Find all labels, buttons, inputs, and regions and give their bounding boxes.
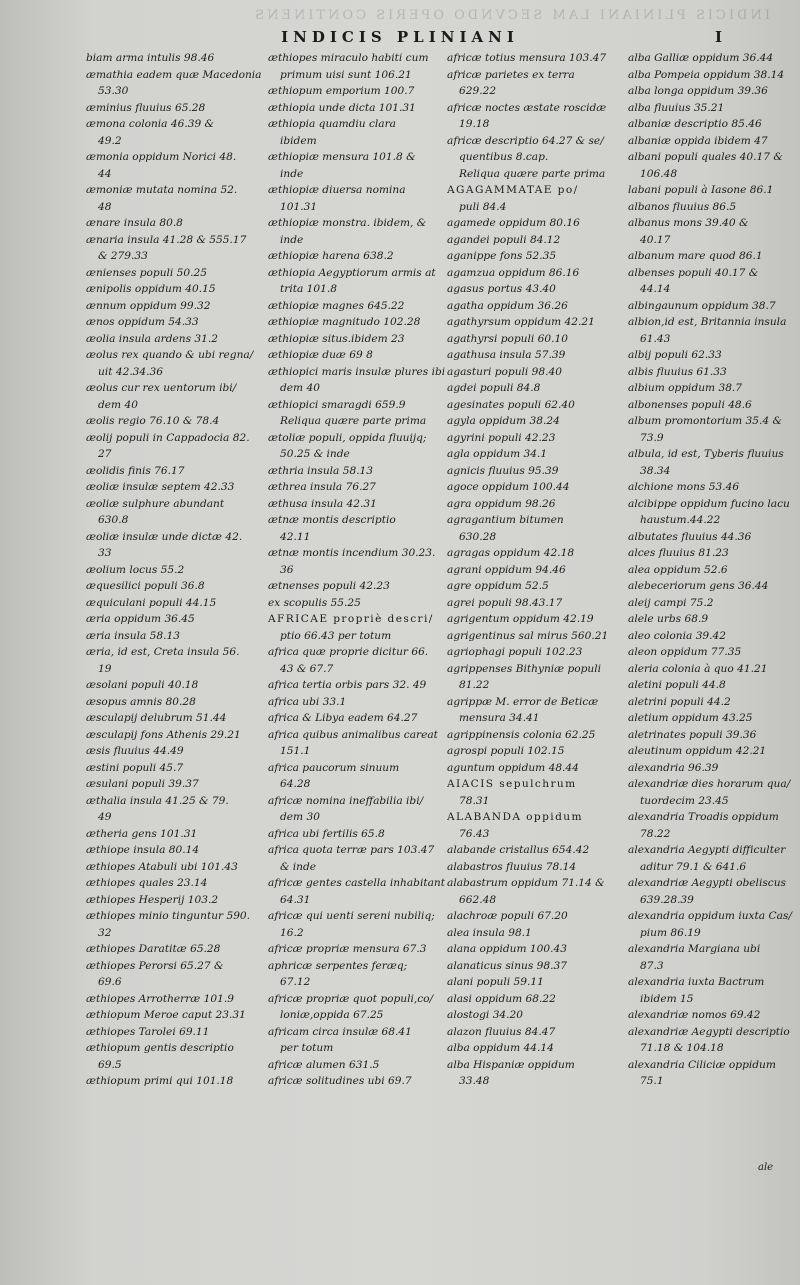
- index-entry: africa ubi 33.1: [268, 695, 347, 708]
- index-entry: aleij campi 75.2: [628, 596, 714, 609]
- index-entry: æolus rex quando & ubi regna/: [86, 349, 254, 361]
- index-entry: alexandria Aegypti difficulter: [628, 844, 786, 856]
- index-entry: ænienses populi 50.25: [86, 266, 208, 279]
- index-entry: agamzua oppidum 86.16: [447, 266, 580, 279]
- index-entry: alabande cristallus 654.42: [447, 844, 590, 856]
- index-entry: æthiopum gentis descriptio: [86, 1042, 234, 1054]
- index-entry-continuation: 49.2: [98, 134, 122, 147]
- index-entry: æsculapij fons Athenis 29.21: [86, 728, 241, 741]
- index-entry: agathyrsi populi 60.10: [447, 332, 568, 345]
- index-entry: africa ubi fertilis 65.8: [268, 827, 385, 840]
- index-entry: æthalia insula 41.25 & 79.: [86, 794, 229, 807]
- index-entry: æolium locus 55.2: [86, 563, 185, 576]
- index-entry-continuation: per totum: [280, 1042, 334, 1054]
- index-entry-continuation: trita 101.8: [280, 283, 337, 295]
- index-entry-continuation: 64.31: [280, 893, 311, 906]
- index-entry: agandei populi 84.12: [447, 233, 561, 246]
- index-entry: alostogi 34.20: [447, 1009, 524, 1021]
- index-entry: alba Pompeia oppidum 38.14: [628, 68, 785, 81]
- index-entry: æolia insula ardens 31.2: [86, 332, 218, 345]
- index-entry: albanos fluuius 86.5: [628, 200, 737, 213]
- index-entry: africæ propriæ quot populi,co/: [268, 992, 434, 1005]
- index-entry: biam arma intulis 98.46: [86, 52, 215, 64]
- index-entry: africæ descriptio 64.27 & se/: [447, 134, 604, 147]
- index-entry: agasus portus 43.40: [447, 283, 556, 295]
- index-entry: alani populi 59.11: [447, 976, 544, 988]
- index-entry: ænos oppidum 54.33: [86, 316, 199, 328]
- index-entry-continuation: loniæ,oppida 67.25: [280, 1009, 384, 1021]
- index-entry: æthiopiæ diuersa nomina: [268, 184, 406, 196]
- index-entry: ætheria gens 101.31: [86, 827, 198, 840]
- index-entry-continuation: 38.34: [640, 464, 671, 477]
- index-entry-continuation: 69.6: [98, 976, 122, 988]
- index-entry: æthiopiæ magnes 645.22: [268, 299, 405, 312]
- index-entry: africæ noctes æstate roscidæ: [447, 101, 607, 114]
- index-entry: aleutinum oppidum 42.21: [628, 745, 767, 757]
- index-entry: africæ qui uenti sereni nubiliq;: [268, 910, 435, 922]
- index-entry: alba Hispaniæ oppidum: [447, 1058, 575, 1071]
- index-entry: agnicis fluuius 95.39: [447, 464, 559, 477]
- index-entry-continuation: quentibus 8.cap.: [459, 151, 549, 163]
- index-entry: ænipolis oppidum 40.15: [86, 283, 216, 295]
- index-entry: ex scopulis 55.25: [268, 596, 361, 609]
- index-entry-continuation: 61.43: [640, 332, 671, 345]
- index-entry: africa quota terræ pars 103.47: [268, 844, 435, 856]
- index-entry-continuation: mensura 34.41: [459, 712, 540, 724]
- index-entry: agrippenses Bithyniæ populi: [447, 662, 602, 675]
- bleed-through-text: INDICIS PLINIANI LAM SECVNDO OPERIS CONTINENS: [252, 8, 770, 23]
- index-entry: alasi oppidum 68.22: [447, 992, 556, 1005]
- index-entry: æmathia eadem quæ Macedonia: [86, 68, 262, 81]
- index-entry: alcibippe oppidum fucino lacu: [628, 497, 790, 510]
- index-entry: alea oppidum 52.6: [628, 563, 728, 576]
- index-entry: africæ parietes ex terra: [447, 68, 575, 81]
- index-entry: æthiopiæ duæ 69 8: [268, 349, 373, 361]
- index-entry: africæ nomina ineffabilia ibi/: [268, 794, 424, 807]
- index-entry: agrippinensis colonia 62.25: [447, 728, 596, 741]
- index-entry: agra oppidum 98.26: [447, 497, 556, 510]
- index-entry: aphricæ serpentes feræq;: [268, 959, 408, 972]
- index-entry: africa quæ proprie dicitur 66.: [268, 646, 429, 658]
- index-entry: albanus mons 39.40 &: [628, 217, 749, 229]
- index-entry: africa tertia orbis pars 32. 49: [268, 679, 427, 691]
- index-entry: æthiopes Hesperij 103.2: [86, 893, 219, 906]
- index-entry: æsopus amnis 80.28: [86, 695, 196, 708]
- index-entry: albula, id est, Tyberis fluuius: [628, 448, 784, 460]
- index-entry: aganippe fons 52.35: [447, 250, 557, 262]
- index-entry: alces fluuius 81.23: [628, 547, 729, 559]
- index-entry: alea insula 98.1: [447, 926, 532, 939]
- index-entry: agdei populi 84.8: [447, 382, 541, 394]
- index-entry: albonenses populi 48.6: [628, 398, 752, 411]
- index-entry: alachroæ populi 67.20: [447, 910, 568, 922]
- index-entry: agragantium bitumen: [447, 514, 564, 526]
- index-entry: alba Galliæ oppidum 36.44: [628, 52, 774, 64]
- index-entry: alazon fluuius 84.47: [447, 1025, 556, 1038]
- index-entry: africæ alumen 631.5: [268, 1058, 380, 1071]
- index-column-1: [86, 50, 264, 1090]
- index-entry: æthiopici maris insulæ plures ibi: [268, 365, 446, 378]
- index-entry: agyrini populi 42.23: [447, 431, 556, 444]
- index-entry: africæ gentes castella inhabitant: [268, 877, 445, 889]
- index-entry: æolus cur rex uentorum ibi/: [86, 382, 237, 394]
- index-entry: æthiopes Daratitæ 65.28: [86, 943, 221, 955]
- index-entry-continuation: aditur 79.1 & 641.6: [640, 860, 747, 873]
- index-entry: AFRICAE propriè descri/: [268, 613, 434, 625]
- index-entry: albingaunum oppidum 38.7: [628, 299, 776, 312]
- index-entry-continuation: 73.9: [640, 431, 664, 444]
- index-entry-continuation: 78.31: [459, 794, 490, 807]
- index-entry-continuation: 27: [98, 448, 112, 460]
- index-entry-continuation: 106.48: [640, 167, 678, 180]
- index-entry: alexandriæ Aegypti descriptio: [628, 1025, 790, 1038]
- index-entry: æoliæ insulæ unde dictæ 42.: [86, 530, 243, 543]
- index-entry: agoce oppidum 100.44: [447, 481, 570, 493]
- index-entry-continuation: 67.12: [280, 976, 311, 988]
- index-entry: albanum mare quod 86.1: [628, 250, 763, 262]
- index-entry: æolidis finis 76.17: [86, 464, 185, 477]
- index-entry: albij populi 62.33: [628, 349, 722, 361]
- index-entry-continuation: 78.22: [640, 827, 671, 840]
- index-entry: ænnum oppidum 99.32: [86, 299, 211, 312]
- index-entry: album promontorium 35.4 &: [628, 415, 782, 427]
- index-entry: africæ totius mensura 103.47: [447, 52, 607, 64]
- index-entry-continuation: 19.18: [459, 118, 490, 130]
- index-entry: albenses populi 40.17 &: [628, 266, 759, 279]
- index-entry-continuation: tuordecim 23.45: [640, 794, 729, 807]
- index-entry-continuation: & 279.33: [98, 250, 148, 262]
- index-entry: africæ propriæ mensura 67.3: [268, 943, 427, 955]
- index-entry: AIACIS sepulchrum: [447, 778, 577, 790]
- index-entry: æthiopes miraculo habiti cum: [268, 52, 429, 64]
- index-entry-continuation: uit 42.34.36: [98, 365, 164, 378]
- index-entry-continuation: 639.28.39: [640, 893, 694, 906]
- index-entry: ænaria insula 41.28 & 555.17: [86, 233, 247, 246]
- index-entry: æthiopiæ magnitudo 102.28: [268, 316, 421, 328]
- index-entry: aleon oppidum 77.35: [628, 646, 742, 658]
- index-entry-continuation: 76.43: [459, 827, 490, 840]
- index-entry-continuation: dem 40: [280, 382, 320, 394]
- index-entry: æthiopici smaragdi 659.9: [268, 398, 406, 411]
- index-entry-continuation: inde: [280, 167, 304, 180]
- index-entry: AGAGAMMATAE po/: [447, 184, 579, 196]
- index-entry: æsolani populi 40.18: [86, 679, 199, 691]
- index-entry: æria, id est, Creta insula 56.: [86, 646, 240, 658]
- index-entry-continuation: 662.48: [459, 893, 497, 906]
- index-entry: albium oppidum 38.7: [628, 382, 743, 394]
- index-entry-continuation: Reliqua quære parte prima: [280, 415, 427, 427]
- index-entry: africa paucorum sinuum: [268, 761, 400, 774]
- index-entry: æoliæ sulphure abundant: [86, 497, 225, 510]
- index-column-3: [447, 50, 625, 1090]
- index-entry-continuation: Reliqua quære parte prima: [459, 167, 606, 180]
- index-entry: africam circa insulæ 68.41: [268, 1025, 412, 1038]
- index-entry: africa & Libya eadem 64.27: [268, 712, 418, 724]
- index-entry: alexandria Ciliciæ oppidum: [628, 1058, 776, 1071]
- index-entry: alexandria Troadis oppidum: [628, 811, 779, 823]
- index-entry-continuation: 19: [98, 662, 112, 675]
- index-entry: æmona colonia 46.39 &: [86, 118, 214, 130]
- index-entry: ALABANDA oppidum: [447, 811, 583, 823]
- index-entry: æmoniæ mutata nomina 52.: [86, 184, 238, 196]
- index-entry: æthiopiæ harena 638.2: [268, 250, 394, 262]
- index-entry-continuation: 87.3: [640, 959, 664, 972]
- index-entry: aletrini populi 44.2: [628, 695, 731, 708]
- index-entry: agrigentinus sal mirus 560.21: [447, 629, 609, 642]
- index-entry: agragas oppidum 42.18: [447, 547, 575, 559]
- index-entry-continuation: 32: [98, 926, 112, 939]
- index-entry: aletini populi 44.8: [628, 679, 726, 691]
- index-entry-continuation: 42.11: [280, 530, 311, 543]
- index-column-4: [628, 50, 800, 1090]
- index-entry-continuation: 44: [98, 167, 112, 180]
- index-entry: æthiopiæ mensura 101.8 &: [268, 151, 416, 163]
- index-entry: ætnæ montis descriptio: [268, 514, 396, 526]
- index-entry: æthiopes minio tinguntur 590.: [86, 910, 251, 922]
- index-entry: alebeceriorum gens 36.44: [628, 580, 769, 592]
- index-entry: alexandria iuxta Bactrum: [628, 976, 765, 988]
- index-entry: æolij populi in Cappadocia 82.: [86, 431, 250, 444]
- index-entry: alba fluuius 35.21: [628, 101, 725, 114]
- index-entry: albaniæ oppida ibidem 47: [628, 134, 768, 147]
- index-entry: ætoliæ populi, oppida fluuijq;: [268, 431, 427, 444]
- index-column-2: [268, 50, 446, 1090]
- index-entry: æsculapij delubrum 51.44: [86, 712, 227, 724]
- index-entry: agriophagi populi 102.23: [447, 646, 583, 658]
- index-entry-continuation: 48: [98, 200, 112, 213]
- index-entry: albutates fluuius 44.36: [628, 530, 752, 543]
- index-entry: agamede oppidum 80.16: [447, 217, 580, 229]
- index-entry: alele urbs 68.9: [628, 613, 709, 625]
- index-entry: æoliæ insulæ septem 42.33: [86, 481, 235, 493]
- index-entry: agrani oppidum 94.46: [447, 563, 566, 576]
- index-entry: æthiopia Aegyptiorum armis at: [268, 266, 436, 279]
- index-entry: æthiopes Atabuli ubi 101.43: [86, 860, 238, 873]
- index-entry: alana oppidum 100.43: [447, 943, 567, 955]
- index-entry: æquiculani populi 44.15: [86, 596, 217, 609]
- index-entry-continuation: 16.2: [280, 926, 304, 939]
- index-entry: æquesilici populi 36.8: [86, 580, 205, 592]
- index-entry: æthiopes quales 23.14: [86, 877, 208, 889]
- index-entry: aletium oppidum 43.25: [628, 712, 753, 724]
- index-entry: æthiopiæ monstra. ibidem, &: [268, 217, 427, 229]
- index-entry-continuation: 151.1: [280, 745, 311, 757]
- index-entry: aletrinates populi 39.36: [628, 728, 757, 741]
- index-entry: agre oppidum 52.5: [447, 580, 549, 592]
- index-entry-continuation: haustum.44.22: [640, 514, 721, 526]
- index-entry-continuation: dem 30: [280, 811, 320, 823]
- index-entry-continuation: 101.31: [280, 200, 318, 213]
- index-entry-continuation: pium 86.19: [640, 926, 701, 939]
- index-entry: aleria colonia à quo 41.21: [628, 662, 768, 675]
- index-entry-continuation: 49: [98, 811, 112, 823]
- index-entry: labani populi à Iasone 86.1: [628, 184, 774, 196]
- index-entry: æstini populi 45.7: [86, 761, 184, 774]
- index-entry: agyla oppidum 38.24: [447, 415, 560, 427]
- index-entry-continuation: 44.14: [640, 283, 671, 295]
- index-entry: alexandriæ dies horarum qua/: [628, 778, 791, 790]
- index-entry: alba oppidum 44.14: [447, 1042, 554, 1054]
- index-entry-continuation: primum uisi sunt 106.21: [280, 68, 412, 81]
- index-entry: æsulani populi 39.37: [86, 778, 199, 790]
- index-entry: æthiopum primi qui 101.18: [86, 1075, 234, 1087]
- index-entry: æthiopes Perorsi 65.27 &: [86, 959, 224, 972]
- index-entry: alabastrum oppidum 71.14 &: [447, 877, 605, 889]
- index-entry-continuation: ibidem 15: [640, 992, 694, 1005]
- running-title: INDICIS PLINIANI: [281, 28, 519, 46]
- index-entry: æsis fluuius 44.49: [86, 745, 184, 757]
- index-entry: ætnenses populi 42.23: [268, 580, 390, 592]
- index-entry: æthrea insula 76.27: [268, 481, 376, 493]
- index-entry-continuation: 50.25 & inde: [280, 448, 350, 460]
- index-entry-continuation: & inde: [280, 860, 317, 873]
- index-entry-continuation: puli 84.4: [459, 200, 507, 213]
- index-entry: alexandria Margiana ubi: [628, 943, 761, 955]
- index-entry: æthiopum Meroe caput 23.31: [86, 1009, 246, 1021]
- index-entry-continuation: 630.28: [459, 530, 497, 543]
- index-entry-continuation: ibidem: [280, 134, 317, 147]
- index-entry-continuation: 64.28: [280, 778, 311, 790]
- index-entry-continuation: 33.48: [459, 1075, 490, 1087]
- index-entry-continuation: 53.30: [98, 85, 129, 97]
- catchword: ale: [758, 1162, 774, 1173]
- index-entry-continuation: 630.8: [98, 514, 129, 526]
- index-entry: æolis regio 76.10 & 78.4: [86, 415, 220, 427]
- index-entry: ætnæ montis incendium 30.23.: [268, 547, 436, 559]
- index-entry: albani populi quales 40.17 &: [628, 151, 783, 163]
- index-entry: agathyrsum oppidum 42.21: [447, 316, 595, 328]
- index-entry-continuation: 75.1: [640, 1075, 664, 1087]
- index-entry-continuation: ptio 66.43 per totum: [280, 629, 392, 642]
- index-entry: æthiopes Arrotherræ 101.9: [86, 992, 234, 1005]
- index-entry: africa quibus animalibus careat: [268, 728, 438, 741]
- index-entry: agla oppidum 34.1: [447, 448, 548, 460]
- index-entry-continuation: 33: [98, 547, 112, 559]
- index-entry: æthiopiæ situs.ibidem 23: [268, 332, 405, 345]
- index-entry-continuation: 43 & 67.7: [280, 662, 334, 675]
- index-entry: alexandriæ Aegypti obeliscus: [628, 877, 786, 889]
- index-entry: æthiopia quamdiu clara: [268, 118, 396, 130]
- index-entry: æthusa insula 42.31: [268, 497, 377, 510]
- index-entry: alexandria oppidum iuxta Cas/: [628, 910, 792, 922]
- index-entry-continuation: dem 40: [98, 398, 138, 411]
- index-entry: æthria insula 58.13: [268, 464, 374, 477]
- index-entry: æria oppidum 36.45: [86, 613, 195, 625]
- index-entry: ænare insula 80.8: [86, 217, 183, 229]
- index-entry-continuation: 40.17: [640, 233, 671, 246]
- index-entry: alabastros fluuius 78.14: [447, 860, 577, 873]
- index-entry-continuation: 71.18 & 104.18: [640, 1042, 724, 1054]
- index-entry: agrospi populi 102.15: [447, 745, 565, 757]
- index-entry: albis fluuius 61.33: [628, 365, 727, 378]
- index-entry: agathusa insula 57.39: [447, 349, 566, 361]
- index-entry: æminius fluuius 65.28: [86, 101, 206, 114]
- index-entry: æthiope insula 80.14: [86, 844, 200, 856]
- index-entry-continuation: inde: [280, 233, 304, 246]
- index-entry: æthiopes Tarolei 69.11: [86, 1025, 210, 1038]
- index-entry: alexandriæ nomos 69.42: [628, 1009, 761, 1021]
- index-entry: agrippæ M. error de Beticæ: [447, 695, 599, 708]
- page-mark: I: [714, 28, 722, 46]
- index-entry: agrei populi 98.43.17: [447, 596, 563, 609]
- index-entry: agatha oppidum 36.26: [447, 299, 568, 312]
- index-entry: agrigentum oppidum 42.19: [447, 613, 594, 625]
- index-entry: albion,id est, Britannia insula: [628, 316, 787, 328]
- index-entry: alanaticus sinus 98.37: [447, 959, 567, 972]
- index-entry: albaniæ descriptio 85.46: [628, 118, 762, 130]
- index-entry: æria insula 58.13: [86, 629, 180, 642]
- index-entry: agasturi populi 98.40: [447, 365, 562, 378]
- index-entry: alba longa oppidum 39.36: [628, 85, 768, 97]
- index-entry-continuation: 36: [280, 563, 294, 576]
- index-entry: alexandria 96.39: [628, 761, 719, 774]
- index-entry: alchione mons 53.46: [628, 481, 740, 493]
- index-entry-continuation: 81.22: [459, 679, 490, 691]
- index-entry-continuation: 69.5: [98, 1058, 122, 1071]
- page-header: [0, 28, 800, 46]
- index-entry: æthiopia unde dicta 101.31: [268, 101, 416, 114]
- index-entry: agesinates populi 62.40: [447, 398, 575, 411]
- index-entry: africæ solitudines ubi 69.7: [268, 1075, 412, 1087]
- index-entry-continuation: 629.22: [459, 85, 497, 97]
- index-entry: aleo colonia 39.42: [628, 629, 727, 642]
- index-entry: æmonia oppidum Norici 48.: [86, 151, 237, 163]
- index-entry: æthiopum emporium 100.7: [268, 85, 415, 97]
- index-entry: aguntum oppidum 48.44: [447, 761, 579, 774]
